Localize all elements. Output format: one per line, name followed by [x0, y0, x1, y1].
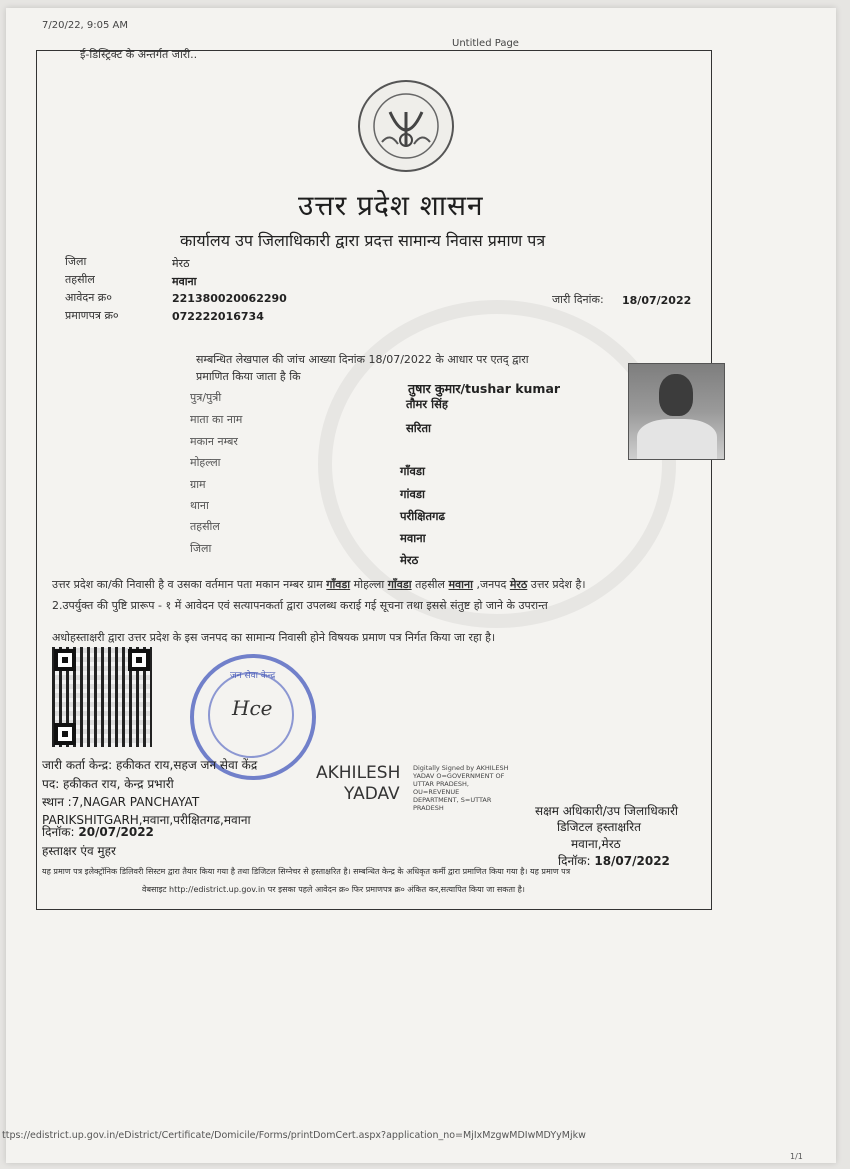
meta-label-district: जिला [65, 255, 87, 268]
digital-signature-details: Digitally Signed by AKHILESH YADAV O=GOVERNMENT OF UTTAR PRADESH, OU=REVENUE DEPARTMENT, S=UTTAR PRADESH [413, 764, 509, 812]
handwritten-signature: Hce [232, 696, 273, 720]
meta-label-application-no: आवेदन क्र० [65, 291, 112, 304]
field-label-mohalla: मोहल्ला [190, 456, 221, 469]
issue-date-label: जारी दिनांक: [552, 293, 604, 306]
up-government-emblem-icon [358, 80, 454, 172]
print-page-title: Untitled Page [452, 38, 519, 49]
meta-value-certificate-no: 072222016734 [172, 310, 264, 323]
applicant-photo [628, 363, 725, 460]
authority-date: दिनॉक: 18/07/2022 [558, 854, 670, 868]
print-datetime: 7/20/22, 9:05 AM [42, 20, 129, 31]
field-label-district: जिला [190, 542, 212, 555]
issuer-place-2: PARIKSHITGARH,मवाना,परीक्षितगढ,मवाना [42, 813, 251, 827]
page-number: 1/1 [790, 1152, 803, 1161]
digital-signer-name-2: YADAV [344, 784, 400, 804]
field-value-tehsil: मवाना [400, 531, 426, 545]
intro-line-1: सम्बन्धित लेखपाल की जांच आख्या दिनांक 18/07/2022 के आधार पर एतद् द्वारा [196, 353, 529, 366]
title-main: उत्तर प्रदेश शासन [298, 189, 484, 222]
page-url-link[interactable]: ttps://edistrict.up.gov.in/eDistrict/Certificate/Domicile/Forms/printDomCert.aspx?application_no=MjIxMzgwMDIwMDYyMjkw [2, 1130, 586, 1141]
declaration-line-3: अधोहस्ताक्षरी द्वारा उत्तर प्रदेश के इस जनपद का सामान्य निवासी होने विषयक प्रमाण पत्र निर्गत किया जा रहा है। [52, 631, 496, 644]
authority-place: मवाना,मेरठ [571, 837, 621, 851]
applicant-name: तुषार कुमार/tushar kumar [408, 381, 561, 396]
field-label-mother: माता का नाम [190, 413, 243, 426]
declaration-line-1: उत्तर प्रदेश का/की निवासी है व उसका वर्तमान पता मकान नम्बर ग्राम गाँवडा मोहल्ला गाँवडा तहसील मवाना ,जनपद मेरठ उत्तर प्रदेश है। [52, 578, 586, 591]
field-label-parent: पुत्र/पुत्री [190, 391, 222, 404]
issue-date-value: 18/07/2022 [622, 294, 692, 307]
meta-label-certificate-no: प्रमाणपत्र क्र० [65, 309, 119, 322]
declaration-line-2: 2.उपर्युक्त की पुष्टि प्रारूप - १ में आवेदन एवं सत्यापनकर्ता द्वारा उपलब्ध कराई गई सूचना तथा इससे संतुष्ट हो जाने के उपरान्त [52, 599, 548, 612]
authority-digital: डिजिटल हस्ताक्षरित [557, 820, 641, 834]
qr-code [52, 647, 152, 747]
footer-line-2: वेबसाइट http://edistrict.up.gov.in पर इसका पहले आवेदन क्र० फिर प्रमाणपत्र क्र० अंकित कर,सत्यापित किया जा सकता है। [142, 885, 525, 894]
field-label-police-station: थाना [190, 499, 209, 512]
field-value-mohalla: गाँवडा [400, 464, 425, 478]
issuer-place-1: स्थान :7,NAGAR PANCHAYAT [42, 795, 200, 809]
field-value-mother: सरिता [406, 421, 431, 435]
title-sub: कार्यालय उप जिलाधिकारी द्वारा प्रदत्त सामान्य निवास प्रमाण पत्र [180, 231, 546, 250]
footer-line-1: यह प्रमाण पत्र इलेक्ट्रॉनिक डिलिवरी सिस्टम द्वारा तैयार किया गया है तथा डिजिटल सिग्नेचर से हस्ताक्षरित है। सम्बन्धित केन्द्र के अधिकृत कर्मी द्वारा प्रमाणित किया गया है। यह प्रमाण पत्र [42, 867, 571, 876]
field-label-tehsil: तहसील [190, 520, 220, 533]
issuer-center: जारी कर्ता केन्द्र: हकीकत राय,सहज जन सेवा केंद्र [42, 758, 258, 772]
issuer-sign-label: हस्ताक्षर एंव मुहर [42, 844, 116, 858]
meta-label-tehsil: तहसील [65, 273, 95, 286]
intro-line-2: प्रमाणित किया जाता है कि [196, 370, 301, 383]
field-label-village: ग्राम [190, 478, 206, 491]
issuer-post: पद: हकीकत राय, केन्द्र प्रभारी [42, 777, 174, 791]
meta-value-tehsil: मवाना [172, 275, 197, 288]
authority-title: सक्षम अधिकारी/उप जिलाधिकारी [535, 804, 679, 818]
field-value-police-station: परीक्षितगढ [400, 509, 445, 523]
field-value-district: मेरठ [400, 553, 419, 567]
field-label-house-no: मकान नम्बर [190, 435, 238, 448]
field-value-village: गांवडा [400, 487, 425, 501]
field-value-parent: तौमर सिंह [406, 397, 448, 411]
meta-value-application-no: 221380020062290 [172, 292, 287, 305]
digital-signer-name-1: AKHILESH [316, 763, 401, 783]
issuer-date: दिनॉक: 20/07/2022 [42, 825, 154, 839]
seal-text: जन सेवा केन्द्र [230, 671, 276, 681]
meta-value-district: मेरठ [172, 257, 190, 270]
edistrict-label: ई-डिस्ट्रिक्ट के अन्तर्गत जारी.. [80, 48, 198, 61]
